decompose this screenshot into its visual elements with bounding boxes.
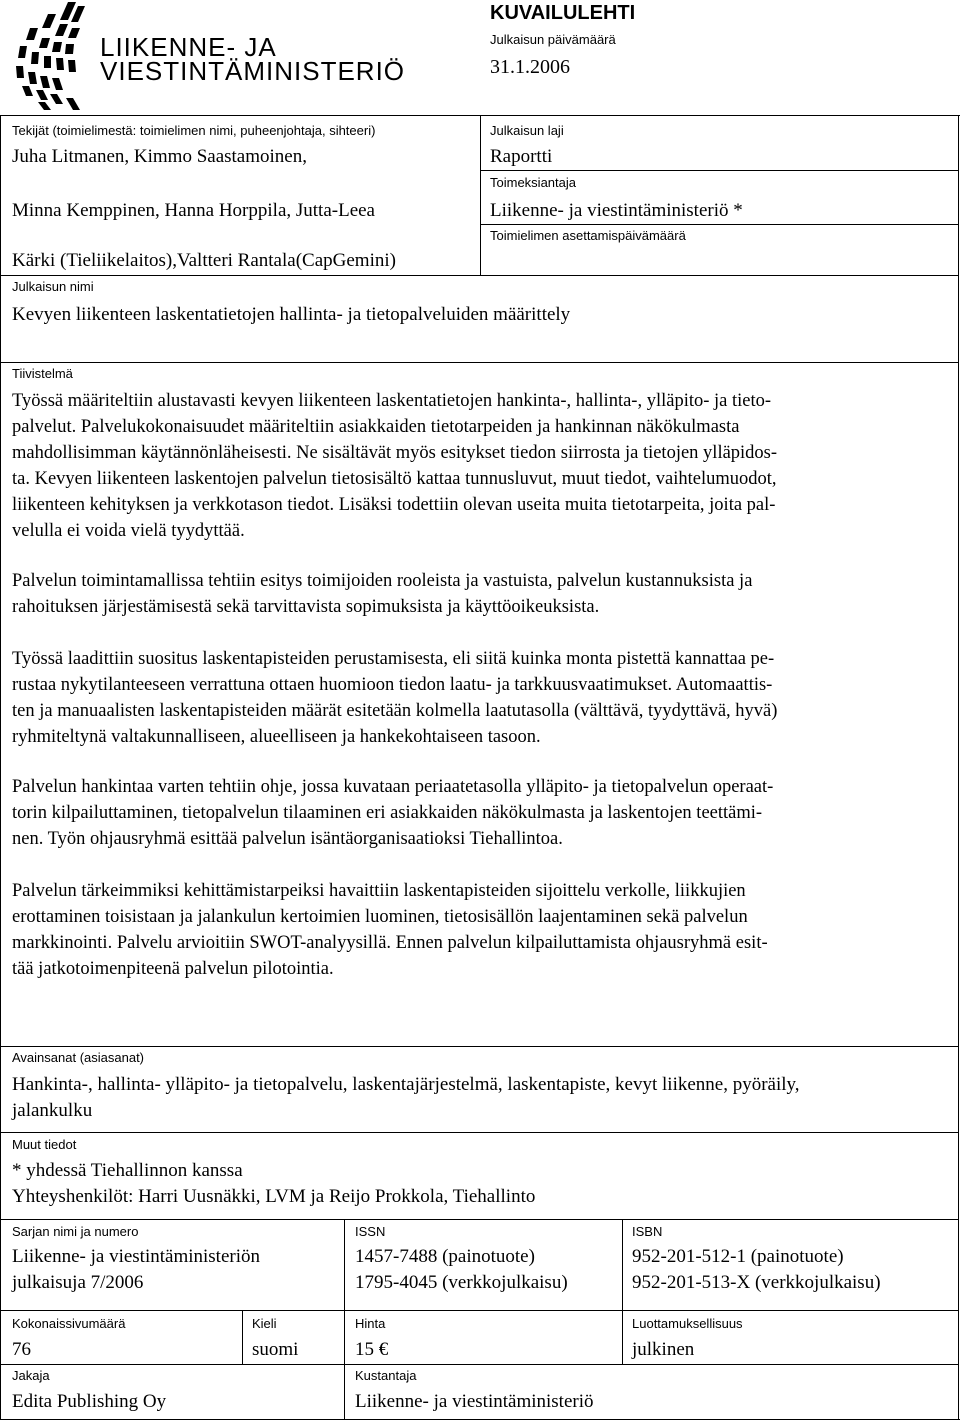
- col-divider-2: [622, 1219, 623, 1364]
- frame-left-line: [0, 115, 1, 1420]
- abstract-paragraph-2: [12, 568, 944, 620]
- keywords-top-line: [0, 1046, 958, 1047]
- distributor-value: Edita Publishing Oy: [12, 1391, 167, 1412]
- series-label: Sarjan nimi ja numero: [12, 1224, 139, 1239]
- price-value: 15 €: [355, 1339, 389, 1360]
- abstract-paragraph-4: [12, 774, 944, 852]
- series-top-line: [0, 1219, 958, 1220]
- authors-line-1: Juha Litmanen, Kimmo Saastamoinen,: [12, 146, 307, 167]
- other-info-line-2: Yhteyshenkilöt: Harri Uusnäkki, LVM ja Reijo Prokkola, Tiehallinto: [12, 1186, 536, 1207]
- abstract-line: rustaa nykytilanteeseen verrattuna ottaen huomioon tiedon laatu- ja tarkkuusvaatimukset. Automaattis-: [12, 675, 773, 695]
- confidentiality-label: Luottamuksellisuus: [632, 1316, 743, 1331]
- keywords-line-1: Hankinta-, hallinta- ylläpito- ja tietopalvelu, laskentajärjestelmä, laskentapiste, kevyt liikenne, pyöräily,: [12, 1074, 800, 1095]
- other-top-line: [0, 1132, 958, 1133]
- keywords-line-2: jalankulku: [12, 1100, 93, 1121]
- publisher-label: Kustantaja: [355, 1368, 417, 1383]
- logo-line-1: LIIKENNE- JA: [100, 32, 277, 62]
- language-label: Kieli: [252, 1316, 277, 1331]
- distributor-top-line: [0, 1364, 958, 1365]
- abstract-paragraph-5: [12, 878, 944, 982]
- authors-line-3: Kärki (Tieliikelaitos),Valtteri Rantala(CapGemini): [12, 250, 396, 271]
- issn-line-1: 1457-7488 (painotuote): [355, 1246, 535, 1267]
- series-line-2: julkaisuja 7/2006: [12, 1272, 144, 1293]
- isbn-label: ISBN: [632, 1224, 663, 1239]
- other-info-line-1: * yhdessä Tiehallinnon kanssa: [12, 1160, 243, 1181]
- abstract-label: Tiivistelmä: [12, 366, 73, 381]
- keywords-label: Avainsanat (asiasanat): [12, 1050, 145, 1065]
- abstract-line: tää jatkotoimenpiteenä palvelun pilotointia.: [12, 959, 334, 979]
- logo-line-2: VIESTINTÄMINISTERIÖ: [100, 56, 406, 86]
- other-info-label: Muut tiedot: [12, 1137, 77, 1152]
- authors-label: Tekijät (toimielimestä: toimielimen nimi, puheenjohtaja, sihteeri): [12, 123, 376, 138]
- total-pages-value: 76: [12, 1339, 31, 1360]
- abstract-line: velulla ei voida vielä tyydyttää.: [12, 521, 245, 541]
- abstract-paragraph-3: [12, 646, 944, 750]
- publication-date-value: 31.1.2006: [490, 56, 570, 78]
- abstract-line: ta. Kevyen liikenteen laskentojen palvelun tietosisältö kattaa tunnusluvut, muut tiedot, vaihtelumuodot,: [12, 469, 777, 489]
- name-top-line: [0, 275, 958, 276]
- confidentiality-value: julkinen: [632, 1339, 695, 1360]
- issn-label: ISSN: [355, 1224, 386, 1239]
- ministry-emblem-icon: [8, 2, 98, 112]
- abstract-line: ryhmiteltynä valtakunnalliseen, alueelliseen ja hankekohtaiseen tasoon.: [12, 727, 541, 747]
- document-title: KUVAILULEHTI: [490, 2, 636, 24]
- abstract-line: Palvelun hankintaa varten tehtiin ohje, jossa kuvataan periaatetasolla ylläpito- ja tietopalvelun operaat-: [12, 777, 774, 797]
- series-line-1: Liikenne- ja viestintäministeriön: [12, 1246, 260, 1267]
- abstract-line: nen. Työn ohjausryhmä esittää palvelun isäntäorganisaatioksi Tiehallintoa.: [12, 829, 563, 849]
- authors-line-2: Minna Kemppinen, Hanna Horppila, Jutta-Leea: [12, 200, 375, 221]
- right-col-line-1: [480, 170, 958, 171]
- abstract-line: mahdollisimman käytännönläheisesti. Ne sisältävät myös esitykset tiedon siirrosta ja tietojen ylläpidos-: [12, 443, 778, 463]
- frame-right-line: [958, 115, 959, 1420]
- total-pages-label: Kokonaissivumäärä: [12, 1316, 126, 1331]
- commissioner-value: Liikenne- ja viestintäministeriö *: [490, 200, 743, 221]
- pages-top-line: [0, 1310, 958, 1311]
- language-value: suomi: [252, 1339, 299, 1360]
- abstract-line: ten ja manuaalisten laskentapisteiden määrät esitetään kolmella laatutasolla (välttävä, tyydyttävä, hyvä): [12, 701, 778, 721]
- col-divider-lang: [242, 1310, 243, 1364]
- abstract-line: Palvelun toimintamallissa tehtiin esitys toimijoiden rooleista ja vastuista, palvelun kustannuksista ja: [12, 571, 753, 591]
- appointment-date-label: Toimielimen asettamispäivämäärä: [490, 228, 686, 243]
- abstract-line: palvelut. Palvelukokonaisuudet määriteltiin asiakkaiden tietotarpeiden ja hankinnan näkökulmasta: [12, 417, 740, 437]
- abstract-line: torin kilpailuttaminen, tietopalvelun tilaaminen eri asiakkaiden näkökulmasta ja laskentojen teettämi-: [12, 803, 763, 823]
- ministry-logo: [8, 2, 478, 112]
- abstract-line: liikenteen kehityksen ja verkkotason tiedot. Lisäksi todettiin olevan useita muita tietotarpeita, joita pal-: [12, 495, 776, 515]
- isbn-line-2: 952-201-513-X (verkkojulkaisu): [632, 1272, 881, 1293]
- abstract-line: markkinointi. Palvelu arvioitiin SWOT-analyysillä. Ennen palvelun kilpailuttamista ohjausryhmä esit-: [12, 933, 768, 953]
- publication-type-label: Julkaisun laji: [490, 123, 564, 138]
- header-divider: [480, 115, 481, 275]
- distributor-label: Jakaja: [12, 1368, 50, 1383]
- abstract-paragraph-1: [12, 388, 944, 544]
- publication-name-label: Julkaisun nimi: [12, 279, 94, 294]
- publication-name-value: Kevyen liikenteen laskentatietojen hallinta- ja tietopalveluiden määrittely: [12, 304, 571, 325]
- abstract-line: Työssä laadittiin suositus laskentapisteiden perustamisesta, eli siitä kuinka monta pistettä kannattaa pe-: [12, 649, 775, 669]
- price-label: Hinta: [355, 1316, 386, 1331]
- col-divider-1: [344, 1219, 345, 1419]
- issn-line-2: 1795-4045 (verkkojulkaisu): [355, 1272, 568, 1293]
- publication-date-label: Julkaisun päivämäärä: [490, 32, 616, 47]
- right-col-line-2: [480, 224, 958, 225]
- isbn-line-1: 952-201-512-1 (painotuote): [632, 1246, 844, 1267]
- abstract-line: rahoituksen järjestämisestä sekä tarvittavista sopimuksista ja käyttöoikeuksista.: [12, 597, 600, 617]
- abstract-line: erottaminen toisistaan ja jalankulun kertoimien luominen, tietosisällön laajentaminen sekä palvelun: [12, 907, 748, 927]
- abstract-top-line: [0, 362, 958, 363]
- publisher-value: Liikenne- ja viestintäministeriö: [355, 1391, 594, 1412]
- commissioner-label: Toimeksiantaja: [490, 175, 576, 190]
- publication-type-value: Raportti: [490, 146, 553, 167]
- abstract-line: Palvelun tärkeimmiksi kehittämistarpeiksi havaittiin laskentapisteiden sijoittelu verkolle, liikkujien: [12, 881, 746, 901]
- abstract-line: Työssä määriteltiin alustavasti kevyen liikenteen laskentatietojen hankinta-, hallinta-, ylläpito- ja tieto-: [12, 391, 772, 411]
